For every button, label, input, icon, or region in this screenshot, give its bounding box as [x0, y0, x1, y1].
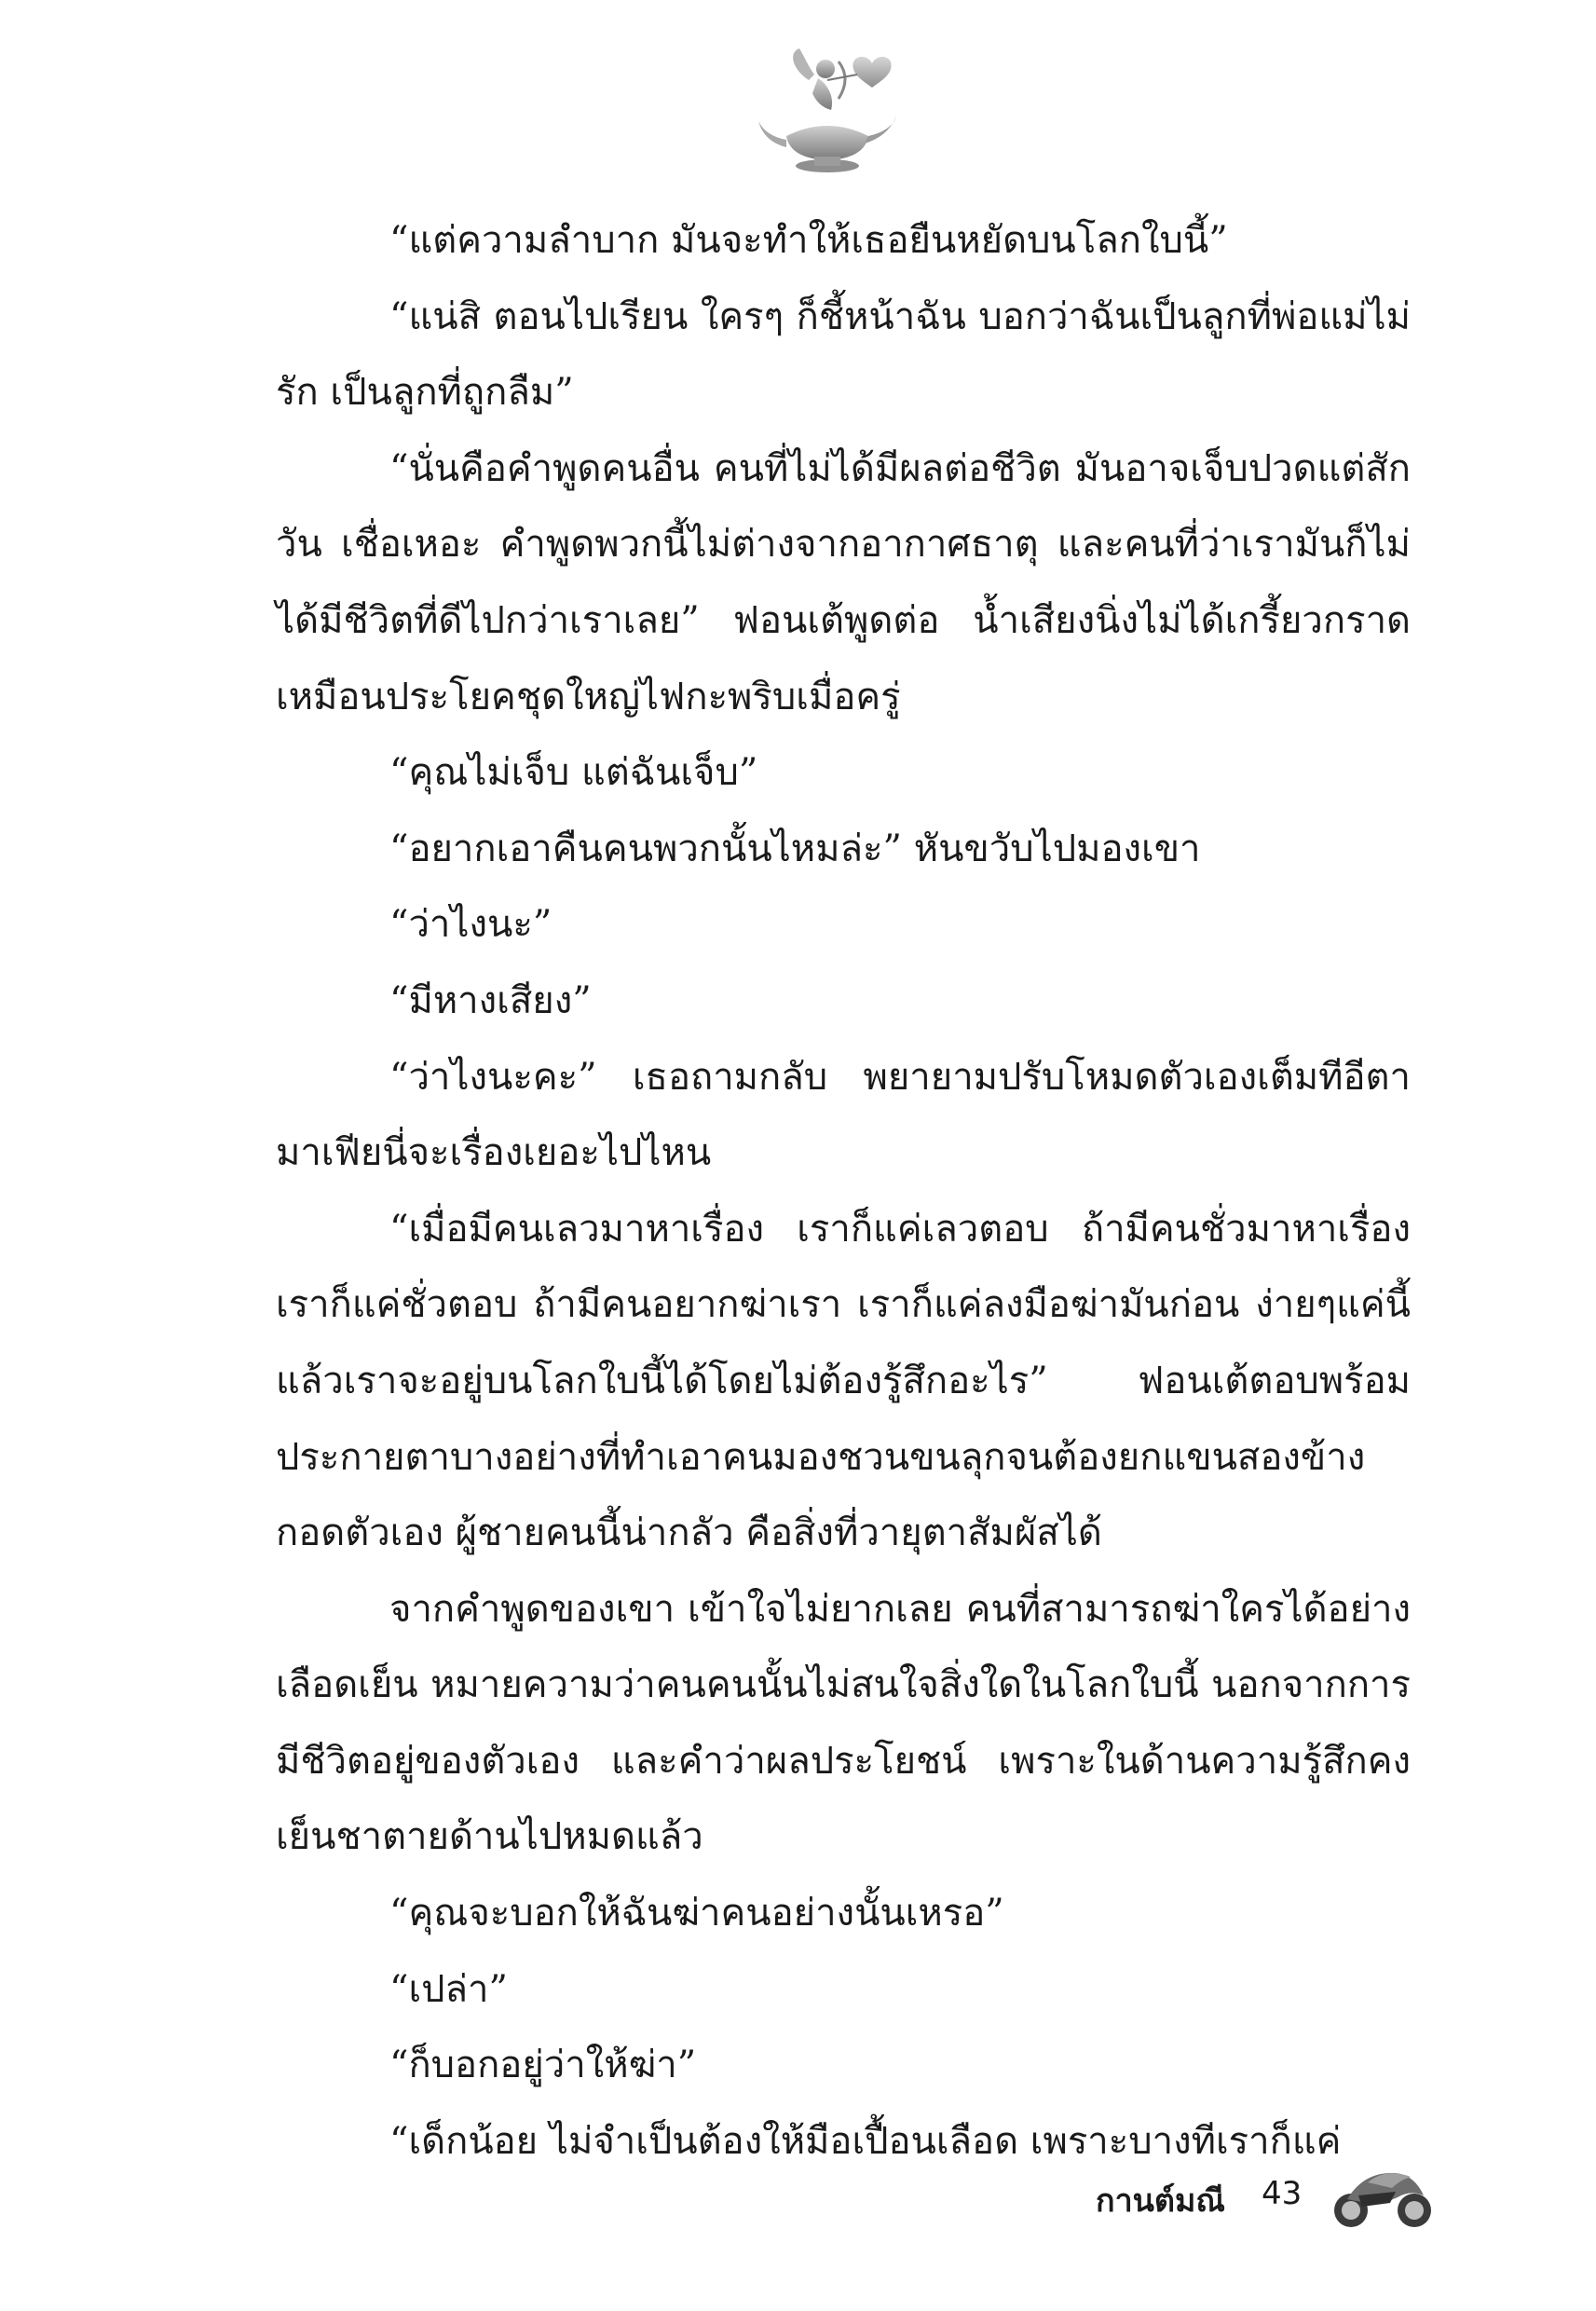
paragraph: “อยากเอาคืนคนพวกนั้นไหมล่ะ” หันขวับไปมองเขา [389, 827, 1201, 870]
paragraph: “มีหางเสียง” [389, 978, 592, 1022]
page-number: 43 [1262, 2175, 1303, 2212]
paragraph: “นั่นคือคำพูดคนอื่น คนที่ไม่ได้มีผลต่อชีวิต มันอาจเจ็บปวดแต่สักวัน เชื่อเหอะ คำพูดพวกนี้ไม่ต่างจากอากาศธาตุ และคนที่ว่าเรามันก็ไม่ได้มีชีวิตที่ดีไปกว่าเราเลย” ฟอนเต้พูดต่อ น้ำเสียงนิ่งไม่ได้เกรี้ยวกราดเหมือนประโยคชุดใหญ่ไฟกะพริบเมื่อครู่ [276, 446, 1411, 718]
paragraph: “เปล่า” [389, 1967, 508, 2011]
book-title: กานต์มณี [1096, 2182, 1225, 2220]
paragraph: “ว่าไงนะคะ” เธอถามกลับ พยายามปรับโหมดตัวเองเต็มทีอีตามาเฟียนี่จะเรื่องเยอะไปไหน [276, 1055, 1411, 1175]
paragraph: จากคำพูดของเขา เข้าใจไม่ยากเลย คนที่สามารถฆ่าใครได้อย่างเลือดเย็น หมายความว่าคนคนนั้นไม่สนใจสิ่งใดในโลกใบนี้ นอกจากการมีชีวิตอยู่ของตัวเอง และคำว่าผลประโยชน์ เพราะในด้านความรู้สึกคงเย็นชาตายด้านไปหมดแล้ว [276, 1587, 1411, 1859]
cupid-teapot-icon [753, 43, 902, 183]
page-footer [1081, 2154, 1435, 2238]
paragraph: “คุณไม่เจ็บ แต่ฉันเจ็บ” [389, 751, 758, 795]
paragraph: “แน่สิ ตอนไปเรียน ใครๆ ก็ชี้หน้าฉัน บอกว่าฉันเป็นลูกที่พ่อแม่ไม่รัก เป็นลูกที่ถูกลืม” [276, 294, 1411, 415]
body-text [276, 203, 1411, 2180]
paragraph: “ก็บอกอยู่ว่าให้ฆ่า” [389, 2044, 697, 2087]
paragraph: “ว่าไงนะ” [389, 903, 552, 947]
paragraph: “แต่ความลำบาก มันจะทำให้เธอยืนหยัดบนโลกใบนี้” [389, 219, 1228, 262]
paragraph: “เด็กน้อย ไม่จำเป็นต้องให้มือเปื้อนเลือด เพราะบางทีเราก็แค่ [389, 2119, 1342, 2163]
paragraph: “คุณจะบอกให้ฉันฆ่าคนอย่างนั้นเหรอ” [389, 1892, 1004, 1935]
motorcycle-icon [1330, 2158, 1435, 2233]
paragraph: “เมื่อมีคนเลวมาหาเรื่อง เราก็แค่เลวตอบ ถ้ามีคนชั่วมาหาเรื่องเราก็แค่ชั่วตอบ ถ้ามีคนอยากฆ่าเรา เราก็แค่ลงมือฆ่ามันก่อน ง่ายๆแค่นี้ แล้วเราจะอยู่บนโลกใบนี้ได้โดยไม่ต้องรู้สึกอะไร” ฟอนเต้ตอบพร้อมประกายตาบางอย่างที่ทำเอาคนมองชวนขนลุกจนต้องยกแขนสองข้างกอดตัวเอง ผู้ชายคนนี้น่ากลัว คือสิ่งที่วายุตาสัมผัสได้ [276, 1207, 1411, 1555]
